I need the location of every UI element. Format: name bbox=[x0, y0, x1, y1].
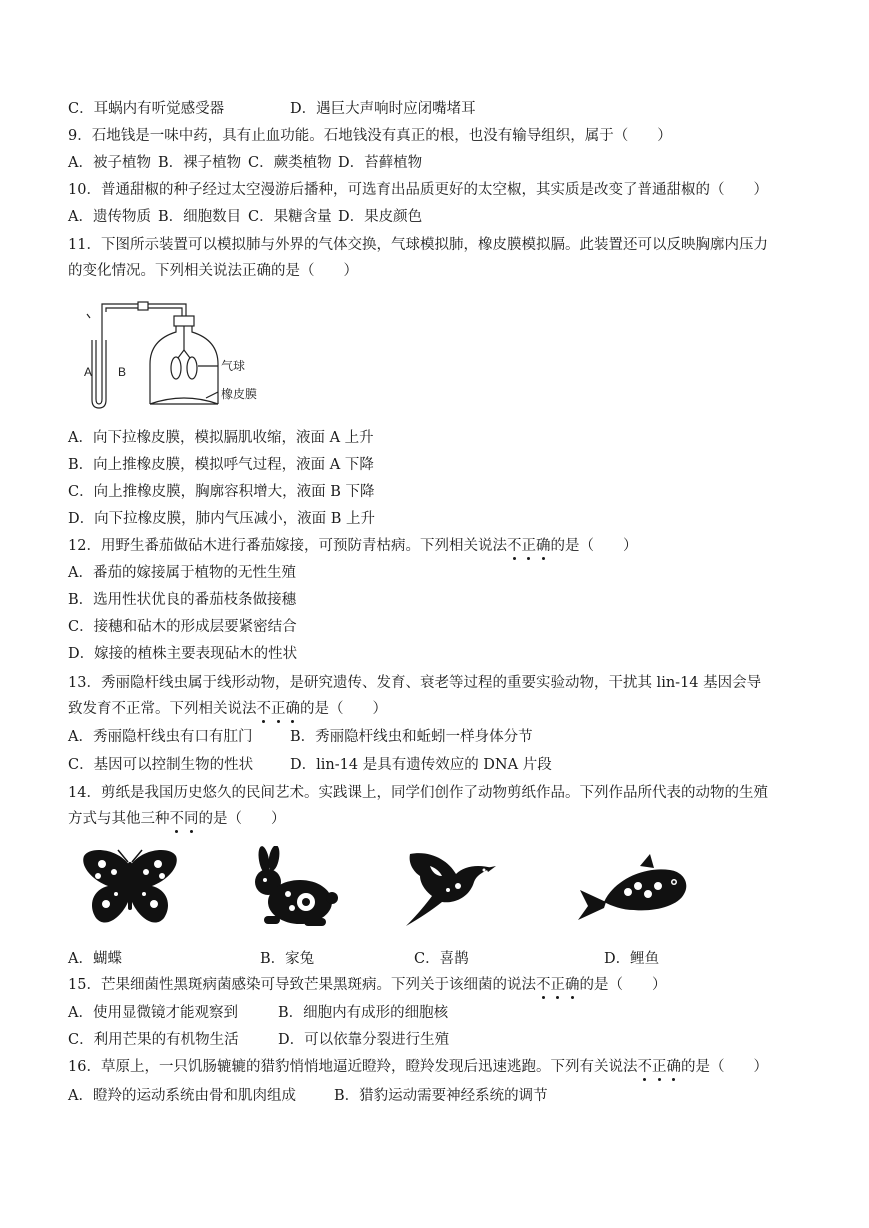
q12-stem-post: 的是（ ） bbox=[550, 538, 638, 554]
q13-option-a: A．秀丽隐杆线虫有口有肛门 bbox=[68, 729, 253, 745]
rabbit-papercut-image bbox=[244, 846, 340, 932]
q16-stem bbox=[68, 1058, 768, 1076]
q10-option-a: A．遗传物质 bbox=[68, 209, 151, 225]
emphasis-char: 不 bbox=[506, 538, 522, 554]
q15-stem-pre: 15．芒果细菌性黑斑病菌感染可导致芒果黑斑病。下列关于该细菌的说法 bbox=[68, 977, 536, 993]
q13-stem-post: 的是（ ） bbox=[300, 701, 387, 717]
emphasis-char: 确 bbox=[564, 977, 580, 993]
q9-option-b: B．裸子植物 bbox=[158, 155, 242, 171]
q11-stem-line1: 11．下图所示装置可以模拟肺与外界的气体交换，气球模拟肺，橡皮膜模拟膈。此装置还可以反映胸廓内压力 bbox=[68, 237, 768, 253]
q11-option-b: B．向上推橡皮膜，模拟呼气过程，液面 A 下降 bbox=[68, 457, 374, 473]
q9-option-c: C．蕨类植物 bbox=[248, 155, 332, 171]
q14-option-c: C．喜鹊 bbox=[414, 951, 469, 967]
q10-option-c: C．果糖含量 bbox=[248, 209, 332, 225]
q11-option-c: C．向上推橡皮膜，胸廓容积增大，液面 B 下降 bbox=[68, 484, 375, 500]
q15-option-b: B．细胞内有成形的细胞核 bbox=[278, 1005, 449, 1021]
q13-option-d: D．lin-14 是具有遗传效应的 DNA 片段 bbox=[290, 757, 552, 773]
label-balloon: 气球 bbox=[221, 359, 246, 373]
q13-option-c: C．基因可以控制生物的性状 bbox=[68, 757, 254, 773]
emphasis-char: 确 bbox=[285, 701, 300, 717]
q10-option-d: D．果皮颜色 bbox=[338, 209, 423, 225]
q13-stem-pre: 致发育不正常。下列相关说法 bbox=[68, 701, 257, 717]
magpie-papercut-image bbox=[400, 846, 500, 932]
emphasis-char: 正 bbox=[521, 538, 536, 554]
q10-stem: 10．普通甜椒的种子经过太空漫游后播种，可选育出品质更好的太空椒，其实质是改变了普通甜椒的（ ） bbox=[68, 182, 768, 198]
q8-option-c: C．耳蜗内有听觉感受器 bbox=[68, 101, 225, 117]
emphasis-char: 正 bbox=[651, 1059, 667, 1075]
label-b: B bbox=[118, 365, 127, 379]
q11-stem-line2: 的变化情况。下列相关说法正确的是（ ） bbox=[68, 263, 358, 279]
q14-stem-line1: 14．剪纸是我国历史悠久的民间艺术。实践课上，同学们创作了动物剪纸作品。下列作品所代表的动物的生殖 bbox=[68, 785, 768, 801]
q11-option-a: A．向下拉橡皮膜，模拟膈肌收缩，液面 A 上升 bbox=[68, 430, 374, 446]
q9-stem: 9．石地钱是一味中药，具有止血功能。石地钱没有真正的根，也没有输导组织，属于（ ） bbox=[68, 128, 672, 144]
q9-option-a: A．被子植物 bbox=[68, 155, 151, 171]
butterfly-papercut-image bbox=[78, 846, 182, 932]
emphasis-char: 不 bbox=[535, 977, 551, 993]
q12-option-c: C．接穗和砧木的形成层要紧密结合 bbox=[68, 619, 297, 635]
q13-stem-line2 bbox=[68, 700, 387, 718]
emphasis-char: 确 bbox=[535, 538, 551, 554]
q12-option-b: B．选用性状优良的番茄枝条做接穗 bbox=[68, 592, 297, 608]
q10-option-b: B．细胞数目 bbox=[158, 209, 242, 225]
q9-option-d: D．苔藓植物 bbox=[338, 155, 423, 171]
carp-papercut-image bbox=[574, 850, 692, 932]
q16-stem-post: 的是（ ） bbox=[680, 1059, 768, 1075]
q16-stem-pre: 16．草原上，一只饥肠辘辘的猎豹悄悄地逼近瞪羚，瞪羚发现后迅速逃跑。下列有关说法 bbox=[68, 1059, 638, 1075]
q15-stem bbox=[68, 976, 666, 994]
lung-model-figure bbox=[78, 300, 278, 415]
emphasis-char: 同 bbox=[184, 811, 199, 827]
q15-option-c: C．利用芒果的有机物生活 bbox=[68, 1032, 239, 1048]
q14-option-d: D．鲤鱼 bbox=[604, 951, 660, 967]
q8-option-d: D．遇巨大声响时应闭嘴堵耳 bbox=[290, 101, 476, 117]
q12-stem-pre: 12．用野生番茄做砧木进行番茄嫁接，可预防青枯病。下列相关说法 bbox=[68, 538, 507, 554]
q15-stem-post: 的是（ ） bbox=[579, 977, 667, 993]
emphasis-char: 不 bbox=[169, 811, 184, 827]
q12-option-a: A．番茄的嫁接属于植物的无性生殖 bbox=[68, 565, 296, 581]
q15-option-a: A．使用显微镜才能观察到 bbox=[68, 1005, 238, 1021]
q12-option-d: D．嫁接的植株主要表现砧木的性状 bbox=[68, 646, 298, 662]
q16-option-b: B．猎豹运动需要神经系统的调节 bbox=[334, 1088, 548, 1104]
q14-option-a: A．蝴蝶 bbox=[68, 951, 122, 967]
lung-model-diagram bbox=[78, 300, 278, 415]
q12-stem bbox=[68, 537, 637, 555]
q14-stem-post: 的是（ ） bbox=[198, 811, 286, 827]
q16-option-a: A．瞪羚的运动系统由骨和肌肉组成 bbox=[68, 1088, 296, 1104]
label-membrane: 橡皮膜 bbox=[221, 387, 258, 401]
label-a: A bbox=[84, 365, 93, 379]
emphasis-char: 正 bbox=[550, 977, 565, 993]
q15-option-d: D．可以依靠分裂进行生殖 bbox=[278, 1032, 450, 1048]
emphasis-char: 不 bbox=[256, 701, 271, 717]
q14-stem-pre: 方式与其他三种 bbox=[68, 811, 170, 827]
q14-stem-line2 bbox=[68, 810, 286, 828]
emphasis-char: 正 bbox=[271, 701, 286, 717]
q11-option-d: D．向下拉橡皮膜，肺内气压减小，液面 B 上升 bbox=[68, 511, 375, 527]
emphasis-char: 不 bbox=[637, 1059, 652, 1075]
emphasis-char: 确 bbox=[666, 1059, 681, 1075]
q14-option-b: B．家兔 bbox=[260, 951, 315, 967]
q13-option-b: B．秀丽隐杆线虫和蚯蚓一样身体分节 bbox=[290, 729, 533, 745]
q13-stem-line1: 13．秀丽隐杆线虫属于线形动物，是研究遗传、发育、衰老等过程的重要实验动物，干扰其 lin-14 基因会导 bbox=[68, 675, 762, 691]
